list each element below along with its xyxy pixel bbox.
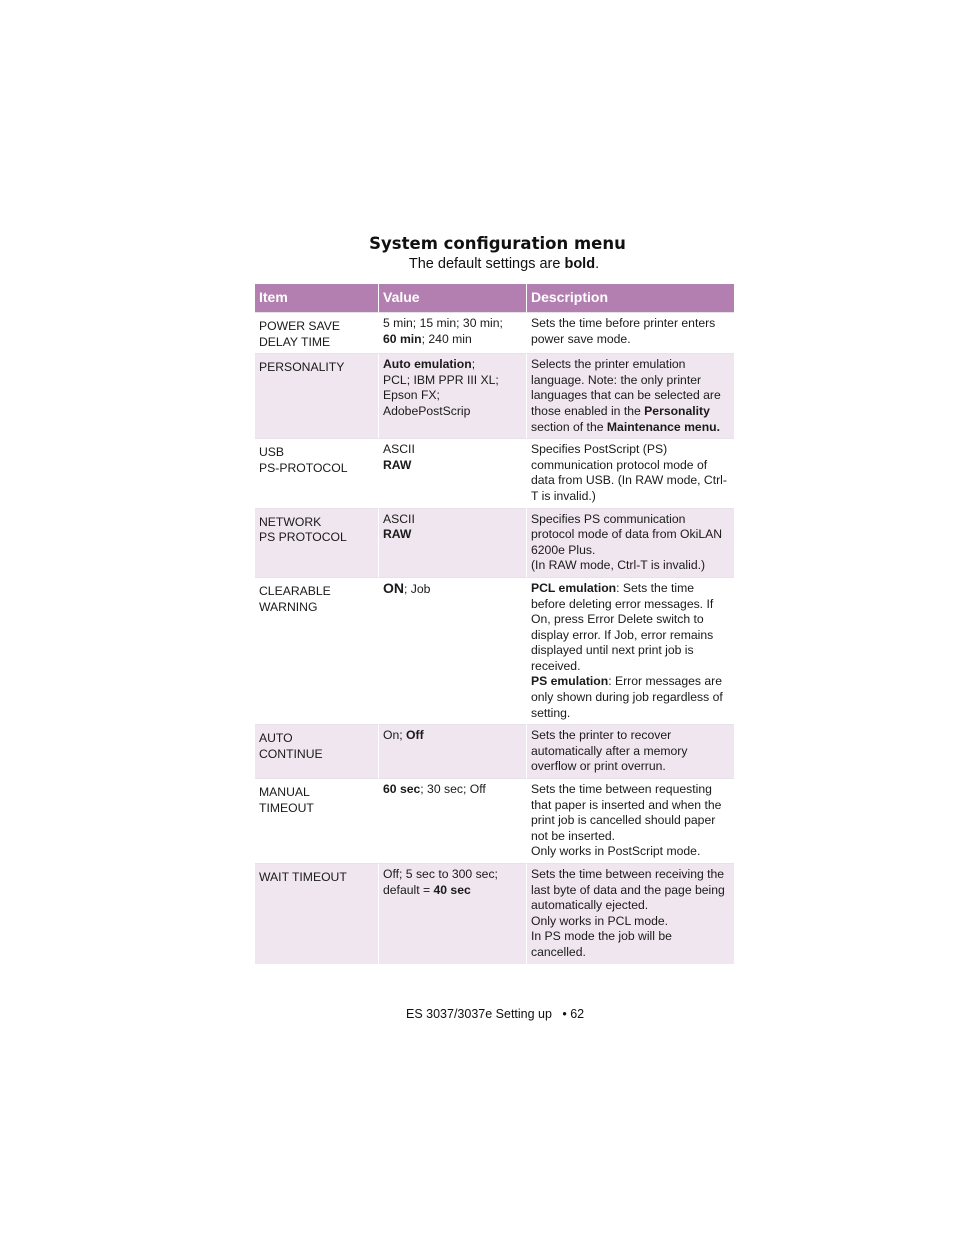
item-label: WAIT TIMEOUT xyxy=(259,870,347,884)
cell-description xyxy=(527,577,734,724)
item-label: AUTO CONTINUE xyxy=(259,731,323,761)
text-segment: ; PCL; IBM PPR III XL; Epson FX; AdobePostScrip xyxy=(383,357,499,418)
cell-value xyxy=(379,863,527,964)
table-row xyxy=(255,353,734,438)
cell-description-text xyxy=(531,512,730,574)
cell-item xyxy=(255,508,379,577)
text-segment: PCL emulation xyxy=(531,580,617,595)
subtitle-bold-word: bold xyxy=(564,256,596,272)
text-segment: 60 sec xyxy=(383,782,421,797)
text-segment: : Sets the time before deleting error messages. If On, press Error Delete switch to display error. If Job, error remains displayed until next print job is received. xyxy=(531,580,714,673)
cell-description-text xyxy=(531,316,730,347)
cell-value-text xyxy=(383,728,522,744)
text-segment: 40 sec xyxy=(433,882,471,897)
cell-value xyxy=(379,353,527,438)
item-label: PERSONALITY xyxy=(259,360,345,375)
cell-item xyxy=(255,353,379,438)
item-label: POWER SAVE DELAY TIME xyxy=(259,319,341,349)
text-segment: PS emulation xyxy=(531,674,609,689)
table-row xyxy=(255,778,734,863)
cell-description xyxy=(527,724,734,778)
cell-item xyxy=(255,778,379,863)
text-segment: section of the xyxy=(531,419,607,434)
table-row xyxy=(255,312,734,353)
cell-description-text xyxy=(531,728,730,775)
text-segment: Specifies PS communication protocol mode of data from OkiLAN 6200e Plus. (In RAW mode, Ctrl-T is invalid.) xyxy=(531,511,723,573)
page-title: System configuration menu xyxy=(369,234,626,253)
text-segment: ; 30 sec; Off xyxy=(420,782,486,797)
subtitle-prefix: The default settings are xyxy=(408,256,565,272)
item-label: NETWORK PS PROTOCOL xyxy=(259,514,347,545)
cell-description-text xyxy=(531,867,730,961)
table-row xyxy=(255,863,734,964)
cell-description-text xyxy=(531,357,730,435)
cell-value-text xyxy=(383,782,522,798)
cell-description-text xyxy=(531,442,730,504)
table-row xyxy=(255,508,734,577)
text-segment: Sets the printer to recover automatically after a memory overflow or print overrun. xyxy=(531,728,688,774)
text-segment: Maintenance menu. xyxy=(606,419,720,434)
cell-value-text xyxy=(383,357,522,419)
cell-description-text xyxy=(531,782,730,860)
cell-description xyxy=(527,353,734,438)
cell-item xyxy=(255,724,379,778)
text-segment: Off xyxy=(406,728,424,743)
header-item: Item xyxy=(255,284,379,312)
item-label: CLEARABLE WARNING xyxy=(259,583,331,614)
item-label: MANUAL TIMEOUT xyxy=(259,785,314,815)
text-segment: 60 min xyxy=(383,331,422,346)
text-segment: Sets the time between receiving the last byte of data and the page being automatically ejected. Only works in PCL mode. In PS mode the job will be cancelled. xyxy=(531,867,725,959)
cell-value xyxy=(379,508,527,577)
cell-description xyxy=(527,438,734,507)
text-segment: 5 min; 15 min; 30 min; xyxy=(383,316,503,330)
cell-value xyxy=(379,724,527,778)
text-segment: ; Job xyxy=(404,581,431,596)
text-segment: ON xyxy=(383,579,404,596)
text-segment: RAW xyxy=(383,457,412,472)
table-row xyxy=(255,438,734,507)
cell-item xyxy=(255,863,379,964)
cell-description xyxy=(527,508,734,577)
cell-value xyxy=(379,577,527,724)
table-row xyxy=(255,724,734,778)
text-segment: Auto emulation xyxy=(383,357,472,372)
cell-value xyxy=(379,312,527,353)
header-value: Value xyxy=(379,284,527,312)
subtitle-suffix: . xyxy=(595,256,600,272)
cell-value xyxy=(379,778,527,863)
cell-value-text xyxy=(383,581,522,598)
text-segment: On; xyxy=(383,728,407,743)
text-segment: Selects the printer emulation language. Note: the only printer languages that can be selected are those enabled in the xyxy=(531,357,721,418)
header-description: Description xyxy=(527,284,734,312)
footer-text: ES 3037/3037e Setting up • 62 xyxy=(406,1007,585,1021)
page-subtitle xyxy=(0,256,954,272)
cell-description xyxy=(527,778,734,863)
cell-description-text xyxy=(531,581,730,721)
text-segment: Off; 5 sec to 300 sec; default = xyxy=(383,867,498,897)
page-footer xyxy=(406,1007,584,1021)
cell-description xyxy=(527,863,734,964)
system-config-table xyxy=(255,284,734,964)
cell-item xyxy=(255,438,379,507)
text-segment: Sets the time before printer enters power save mode. xyxy=(531,316,716,346)
text-segment: Sets the time between requesting that paper is inserted and when the print job is cancelled should paper not be inserted. Only works in PostScript mode. xyxy=(531,782,722,859)
cell-item xyxy=(255,312,379,353)
cell-value-text xyxy=(383,316,522,347)
text-segment: ASCII xyxy=(383,511,415,526)
table-body xyxy=(255,312,734,964)
text-segment: : Error messages are only shown during job regardless of setting. xyxy=(531,674,723,720)
item-label: USB PS-PROTOCOL xyxy=(259,445,348,475)
table-row xyxy=(255,577,734,724)
text-segment: Specifies PostScript (PS) communication protocol mode of data from USB. (In RAW mode, Ctrl-T is invalid.) xyxy=(531,442,727,503)
cell-value xyxy=(379,438,527,507)
cell-value-text xyxy=(383,512,522,543)
text-segment: RAW xyxy=(383,527,412,542)
text-segment: ASCII xyxy=(383,442,415,457)
cell-value-text xyxy=(383,442,522,473)
cell-description xyxy=(527,312,734,353)
table-header-row xyxy=(255,284,734,312)
cell-value-text xyxy=(383,867,522,898)
text-segment: ; 240 min xyxy=(421,331,472,346)
cell-item xyxy=(255,577,379,724)
text-segment: Personality xyxy=(644,403,710,418)
